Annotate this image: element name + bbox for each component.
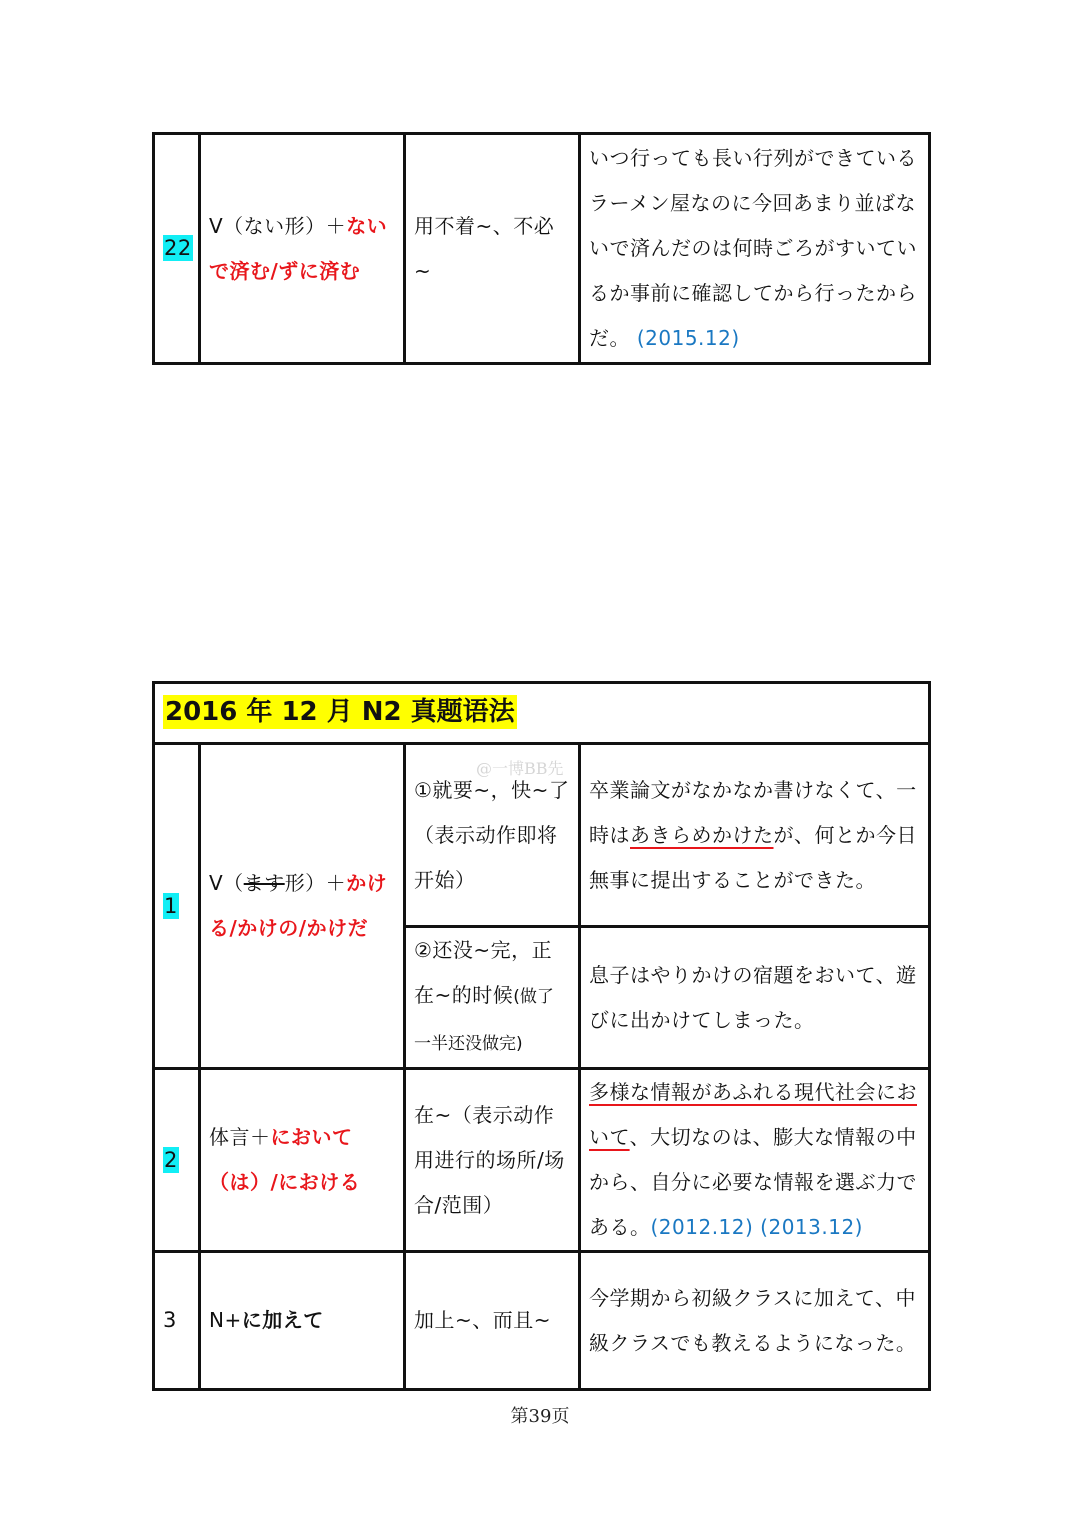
grammar-pattern-cell — [200, 134, 405, 364]
text-segment: V（ — [209, 871, 244, 895]
row-number: 2 — [164, 1147, 178, 1172]
text-segment: ます — [243, 871, 285, 895]
table-title-cell — [154, 683, 930, 744]
grammar-pattern — [209, 1125, 360, 1194]
table-title: 2016 年 12 月 N2 真题语法 — [165, 696, 515, 727]
grammar-pattern-cell — [200, 744, 405, 1069]
page-number: 第39页 — [510, 1406, 570, 1427]
meaning-cell — [405, 1069, 580, 1252]
grammar-pattern — [209, 214, 387, 283]
text-segment: 卒業論文がなかなか書けなくて、一時は — [589, 777, 917, 847]
meaning-text — [414, 214, 554, 283]
text-segment: ②还没~完，正在~的时候 — [414, 938, 553, 1007]
example-cell — [580, 927, 930, 1069]
text-segment: N+ — [209, 1308, 242, 1332]
text-segment: 形）＋ — [284, 871, 347, 895]
text-segment: 今学期から初級クラスに加えて、中級クラスでも教えるようになった。 — [589, 1285, 917, 1355]
table-row — [154, 1252, 930, 1390]
text-segment: が、何とか今日無事に提出することができた。 — [589, 822, 917, 892]
grammar-pattern-cell — [200, 1069, 405, 1252]
table-row — [154, 134, 930, 364]
grammar-table-continued — [152, 132, 931, 365]
text-segment: ないで済む/ずに済む — [209, 213, 388, 283]
meaning-text — [414, 1103, 565, 1217]
table-row — [154, 1069, 930, 1252]
example-cell — [580, 134, 930, 364]
text-segment: に加えて — [241, 1308, 324, 1332]
example-sentence — [589, 1286, 916, 1355]
meaning-cell — [405, 927, 580, 1069]
meaning-text — [414, 938, 554, 1054]
row-number: 1 — [164, 893, 178, 918]
grammar-table-2016-12 — [152, 681, 931, 1391]
row-number-cell — [154, 1252, 200, 1390]
text-segment: 加上~、而且~ — [414, 1308, 552, 1332]
example-cell — [580, 1252, 930, 1390]
table-title-row — [154, 683, 930, 744]
row-number-cell — [154, 1069, 200, 1252]
example-sentence — [589, 963, 917, 1032]
text-segment: あきらめかけた — [630, 822, 774, 847]
text-segment: において（は）/における — [209, 1125, 361, 1194]
row-number: 22 — [164, 236, 192, 260]
grammar-pattern — [209, 1308, 324, 1332]
meaning-cell — [405, 134, 580, 364]
text-segment: 息子はやりかけの宿題をおいて、遊びに出かけてしまった。 — [589, 962, 917, 1032]
example-cell — [580, 744, 930, 927]
text-segment: 、大切なのは、膨大な情報の中から、自分に必要な情報を選ぶ力である。 — [589, 1125, 917, 1239]
meaning-text — [414, 1308, 551, 1332]
example-sentence — [589, 778, 917, 892]
meaning-cell — [405, 1252, 580, 1390]
watermark: @一博BB先 — [476, 759, 564, 778]
text-segment: 在~（表示动作用进行的场所/场合/范围） — [414, 1102, 565, 1217]
row-number-cell — [154, 744, 200, 1069]
text-segment: (2015.12) — [636, 326, 740, 350]
text-segment: (做了一半还没做完) — [414, 987, 554, 1054]
row-number-cell — [154, 134, 200, 364]
text-segment: いつ行っても長い行列ができているラーメン屋なのに今回あまり並ばないで済んだのは何時ごろがすいているか事前に確認してから行ったからだ。 — [589, 146, 917, 350]
grammar-pattern — [209, 871, 387, 940]
text-segment: (2012.12) (2013.12) — [650, 1215, 863, 1239]
grammar-pattern-cell — [200, 1252, 405, 1390]
meaning-text — [414, 778, 569, 892]
text-segment: 用不着~、不必~ — [414, 213, 555, 283]
text-segment: V（ない形）＋ — [209, 213, 347, 238]
example-cell — [580, 1069, 930, 1252]
text-segment: 多様な情報があふれる現代社会において — [589, 1080, 917, 1149]
text-segment: かける/かけの/かけだ — [209, 871, 388, 940]
example-sentence — [589, 146, 917, 350]
example-sentence — [589, 1080, 917, 1239]
row-number: 3 — [163, 1308, 177, 1332]
text-segment: ①就要~，快~了（表示动作即将开始） — [414, 777, 570, 892]
text-segment: 体言＋ — [209, 1125, 271, 1149]
